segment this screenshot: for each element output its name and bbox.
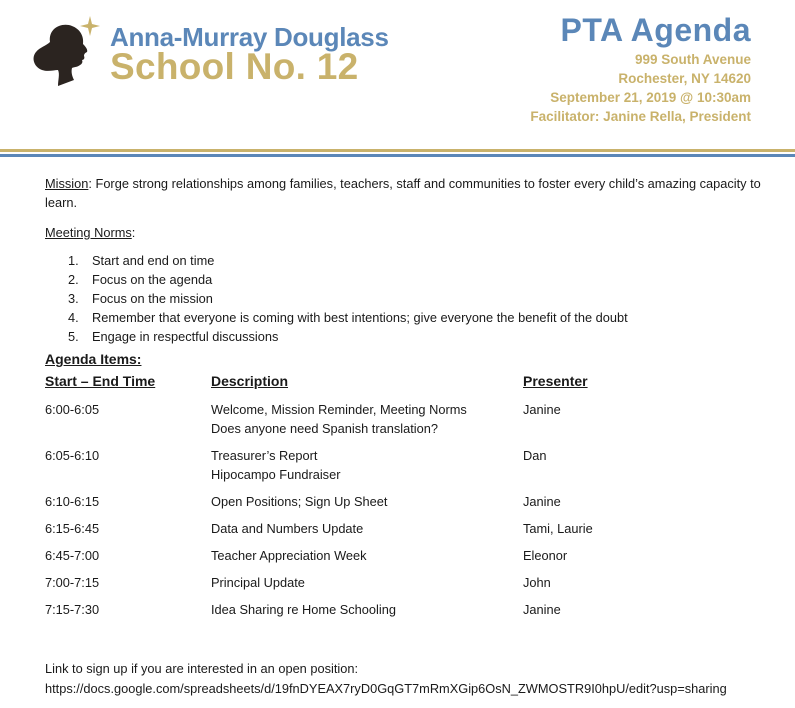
signup-text: Link to sign up if you are interested in an open position: xyxy=(45,661,359,676)
table-row: 6:45-7:00 Teacher Appreciation Week Eleonor xyxy=(45,548,568,563)
list-item: 5. Engage in respectful discussions xyxy=(68,329,279,344)
page-title: PTA Agenda xyxy=(560,12,751,48)
mission-text: : Forge strong relationships among families, teachers, staff and communities to foster every child’s amazing capacity to learn. xyxy=(45,176,761,210)
column-header-description: Description xyxy=(211,373,289,389)
agenda-body xyxy=(45,174,765,627)
meeting-norms-list xyxy=(45,251,765,346)
mission-label: Mission xyxy=(45,176,89,191)
list-item: 4. Remember that everyone is coming with best intentions; give everyone the benefit of the doubt xyxy=(68,310,628,325)
address-street: 999 South Avenue xyxy=(634,52,751,67)
list-item: 2. Focus on the agenda xyxy=(68,272,213,287)
agenda-items-heading: Agenda Items: xyxy=(45,351,142,367)
meeting-norms-label: Meeting Norms: xyxy=(45,225,136,240)
table-row: 7:15-7:30 Idea Sharing re Home Schooling Janine xyxy=(45,602,561,617)
signup-footer xyxy=(45,659,765,699)
school-name-line1: Anna-Murray Douglass xyxy=(110,22,389,52)
table-row: 6:00-6:05 Welcome, Mission Reminder, Meeting Norms Does anyone need Spanish translation? Janine xyxy=(45,402,561,436)
header-rule-blue xyxy=(0,154,795,157)
table-row: 6:05-6:10 Treasurer’s Report Hipocampo Fundraiser Dan xyxy=(45,448,547,482)
facilitator: Facilitator: Janine Rella, President xyxy=(530,109,751,124)
column-header-presenter: Presenter xyxy=(523,373,588,389)
table-header-row xyxy=(45,372,765,400)
address-city: Rochester, NY 14620 xyxy=(618,71,751,86)
agenda-table xyxy=(45,372,765,627)
table-row: 7:00-7:15 Principal Update John xyxy=(45,575,551,590)
page-header xyxy=(0,0,795,150)
table-row: 6:10-6:15 Open Positions; Sign Up Sheet Janine xyxy=(45,494,561,509)
silhouette-star-icon xyxy=(28,14,110,96)
column-header-time: Start – End Time xyxy=(45,373,156,389)
list-item: 3. Focus on the mission xyxy=(68,291,213,306)
mission-statement xyxy=(45,174,765,212)
signup-link[interactable]: https://docs.google.com/spreadsheets/d/19fnDYEAX7ryD0GqGT7mRmXGip6OsN_ZWMOSTR9I0hpU/edit?usp=sharing xyxy=(45,681,727,696)
meeting-date-time: September 21, 2019 @ 10:30am xyxy=(550,90,751,105)
list-item: 1. Start and end on time xyxy=(68,253,215,268)
school-name-line2: School No. 12 xyxy=(110,46,359,87)
table-row: 6:15-6:45 Data and Numbers Update Tami, Laurie xyxy=(45,521,593,536)
